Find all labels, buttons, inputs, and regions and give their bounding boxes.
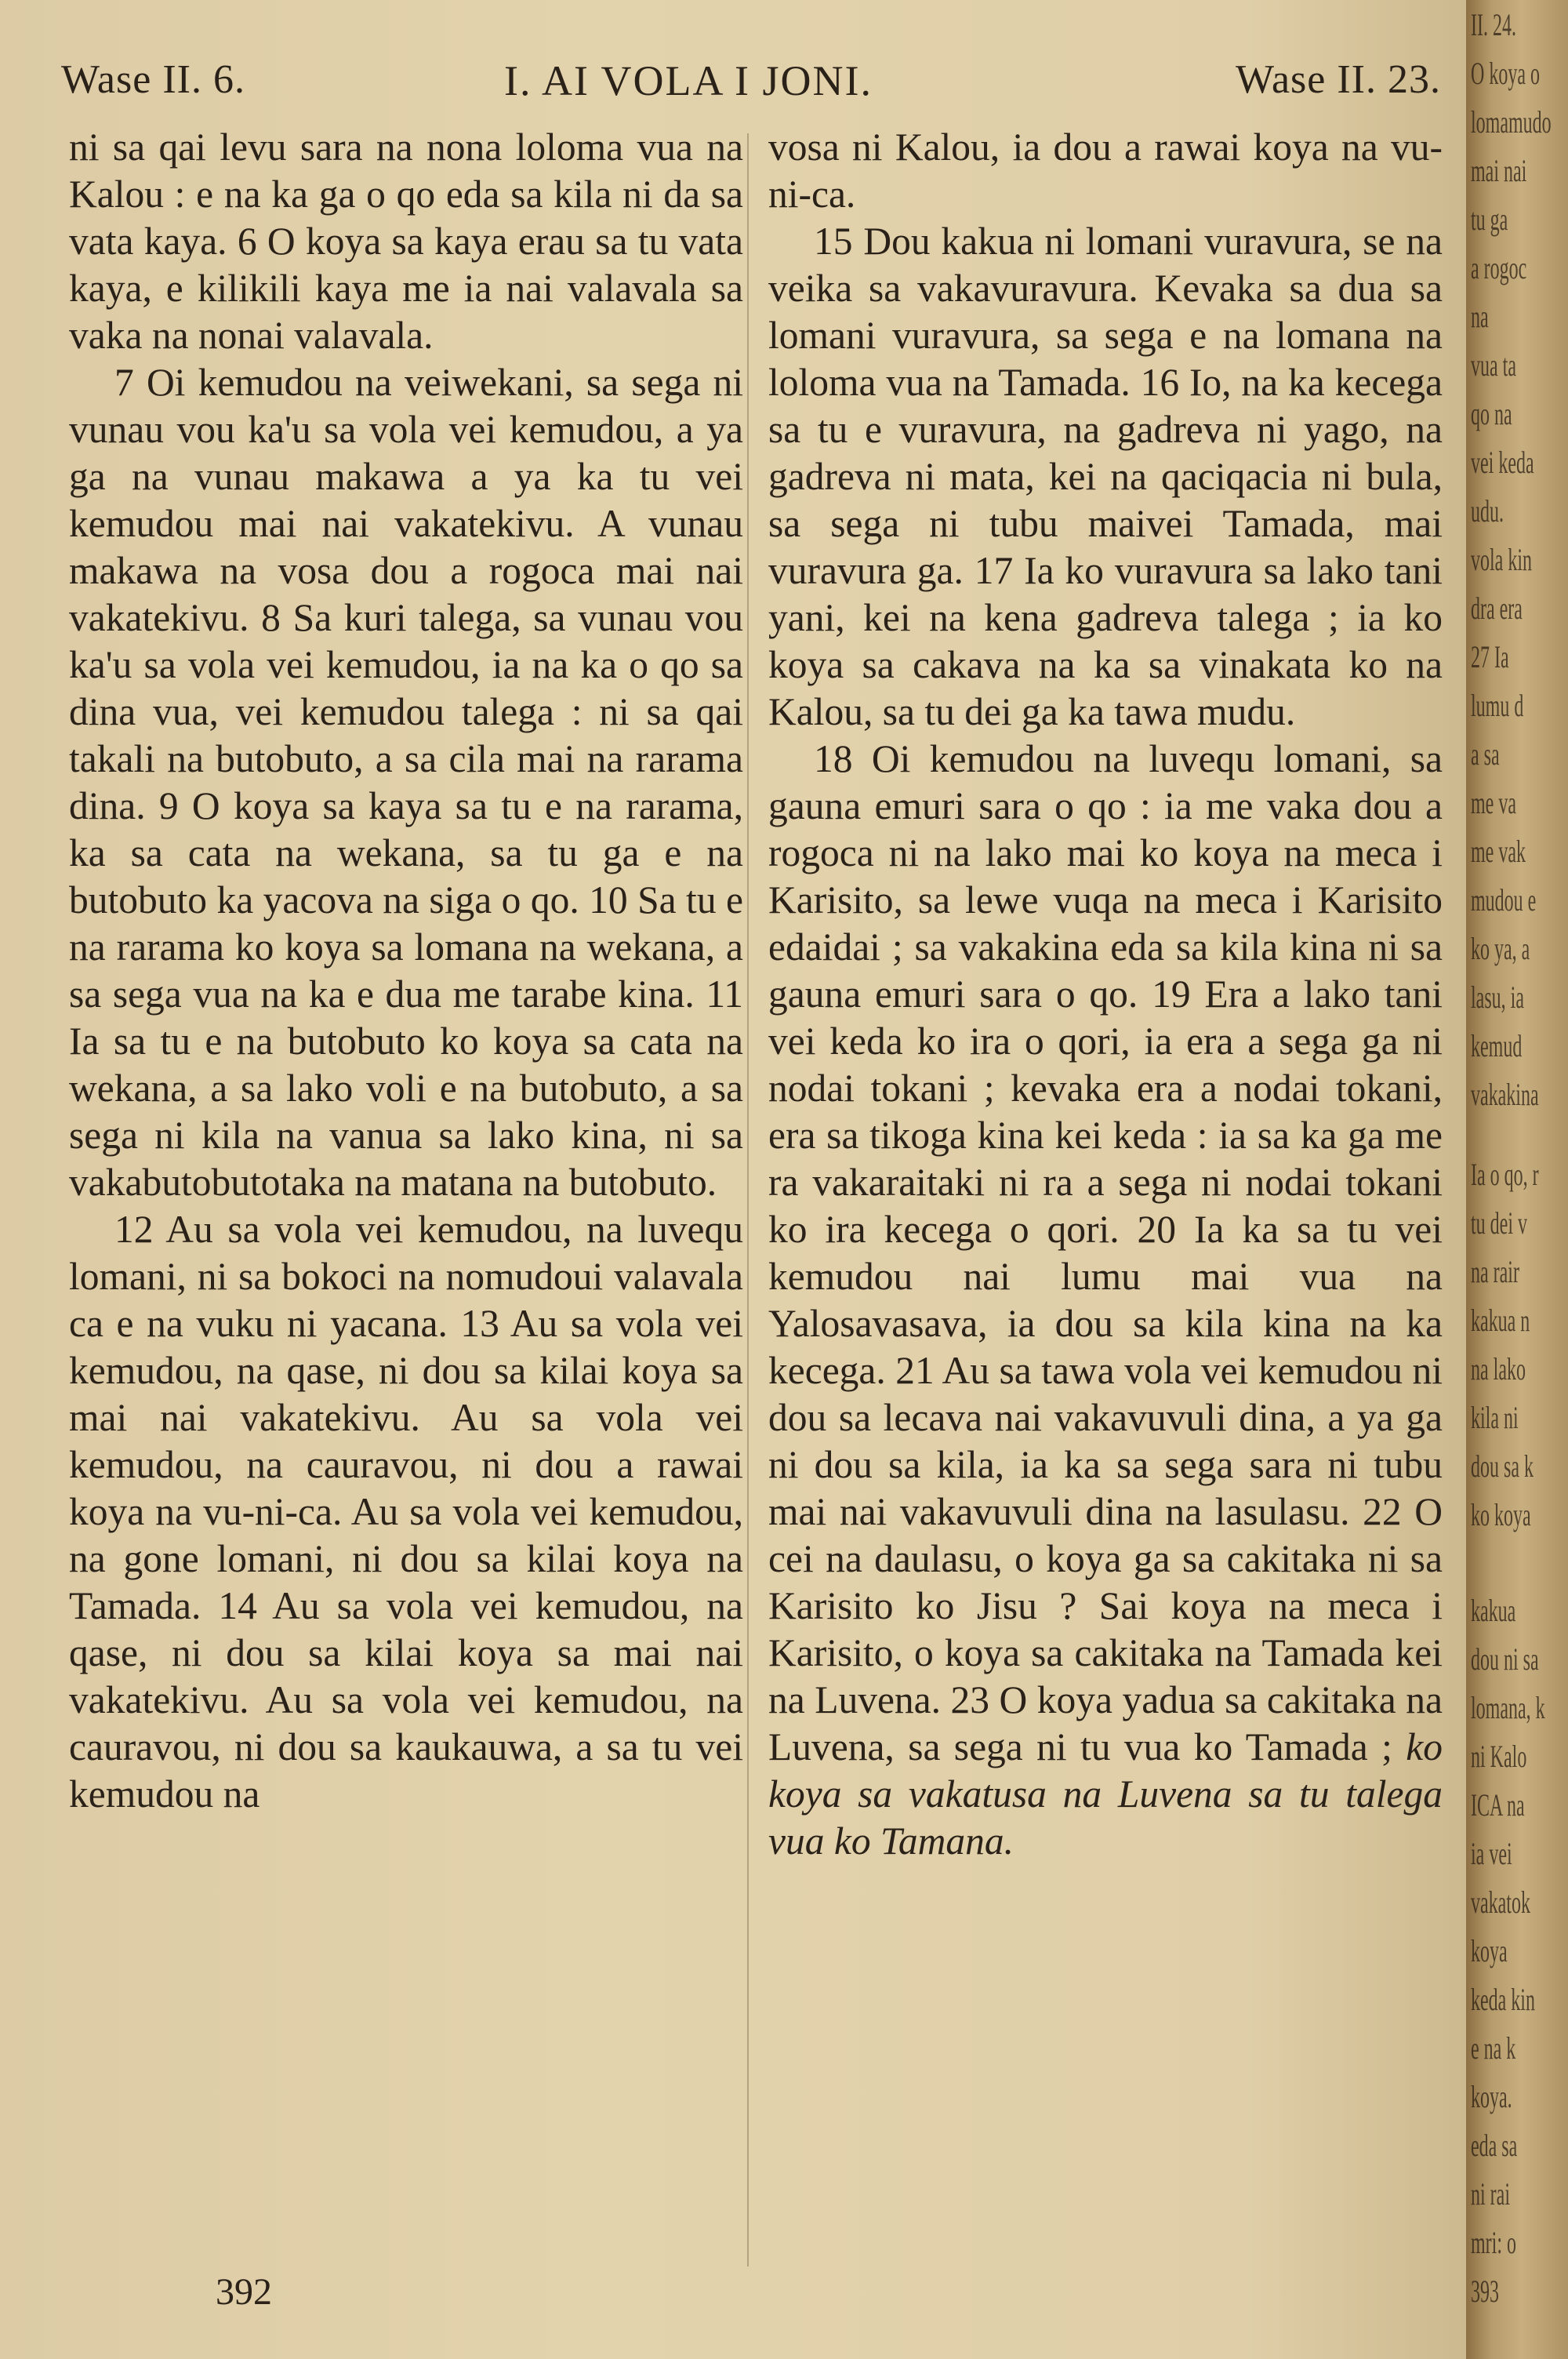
facing-page-fragment: koya.	[1471, 2079, 1512, 2114]
facing-page-fragment: vua ta	[1471, 347, 1516, 383]
paragraph: vosa ni Kalou, ia dou a rawai koya na vu-ni-ca.	[768, 125, 1443, 216]
facing-page-fragment: a rogoc	[1471, 250, 1527, 285]
running-header	[61, 56, 1441, 111]
facing-page-fragment: mai nai	[1471, 153, 1527, 188]
paragraph: 15 Dou kakua ni lomani vuravura, se na veika sa vakavuravura. Kevaka sa dua sa lomani vuravura, sa sega e na lomana na loloma vua na Tamada. 16 Io, na ka kecega sa tu e vuravura, na gadreva ni yago, na gadreva ni mata, kei na qaciqacia ni bula, sa sega ni tubu maivei Tamada, mai vuravura ga. 17 Ia ko vuravura sa lako tani yani, kei na kena gadreva talega ; ia ko koya sa cakava na ka sa vinakata ko na Kalou, sa tu dei ga ka tawa mudu.	[768, 220, 1443, 733]
facing-page-edge	[1466, 0, 1568, 2359]
facing-page-fragment: ia vei	[1471, 1836, 1512, 1871]
facing-page-fragment: tu ga	[1471, 202, 1508, 237]
facing-page-fragment: na lako	[1471, 1351, 1526, 1387]
paragraph	[768, 736, 1443, 1865]
facing-page-fragment: na rair	[1471, 1254, 1519, 1289]
facing-page-fragment: Ia o qo, r	[1471, 1157, 1539, 1192]
paragraph: 7 Oi kemudou na veiwekani, sa sega ni vunau vou ka'u sa vola vei kemudou, a ya ga na vunau makawa a ya ka tu vei kemudou mai nai vakatekivu. A vunau makawa na vosa dou a rogoca mai nai vakatekivu. 8 Sa kuri talega, sa vunau vou ka'u sa vola vei kemudou, ia na ka o qo sa dina vua, vei kemudou talega : ni sa qai takali na butobuto, a sa cila mai na rarama dina. 9 O koya sa kaya sa tu e na rarama, ka sa cata na wekana, sa tu ga e na butobuto ka yacova na siga o qo. 10 Sa tu e na rarama ko koya sa lomana na wekana, a sa sega vua na ka e dua me tarabe kina. 11 Ia sa tu e na butobuto ko koya sa cata na wekana, a sa lako voli e na butobuto, a sa sega ni kila na vanua sa lako kina, ni sa vakabutobutotaka na matana na butobuto.	[69, 361, 743, 1204]
facing-page-fragment: vola kin	[1471, 542, 1532, 577]
facing-page-fragment: ICA na	[1471, 1787, 1525, 1823]
facing-page-fragment: dou ni sa	[1471, 1641, 1539, 1677]
facing-page-fragment: dou sa k	[1471, 1448, 1534, 1484]
facing-page-fragment: dra era	[1471, 591, 1523, 626]
facing-page-fragment: kakua n	[1471, 1303, 1530, 1338]
facing-page-fragment: ko koya	[1471, 1497, 1531, 1532]
facing-page-fragment: lomana, k	[1471, 1690, 1545, 1725]
facing-page-fragment: me va	[1471, 785, 1516, 820]
paragraph: ni sa qai levu sara na nona loloma vua na Kalou : e na ka ga o qo eda sa kila ni da sa vata kaya. 6 O koya sa kaya erau sa tu vata kaya, e kilikili kaya me ia nai valavala sa vaka na nonai valavala.	[69, 125, 743, 357]
facing-page-fragment: 393	[1471, 2274, 1499, 2309]
facing-page-fragment: mudou e	[1471, 882, 1537, 918]
facing-page-fragment: ni rai	[1471, 2176, 1510, 2212]
facing-page-fragment: O koya o	[1471, 56, 1540, 91]
facing-page-fragment: e na k	[1471, 2030, 1516, 2066]
facing-page-fragment: udu.	[1471, 493, 1504, 529]
italic-text: ko koya sa vakatusa na Luvena sa tu talega vua ko Tamana.	[768, 1725, 1443, 1863]
right-text-column	[768, 124, 1443, 1865]
header-right-reference: Wase II. 23.	[1236, 57, 1441, 102]
header-book-title: I. AI VOLA I JONI.	[504, 57, 873, 104]
facing-page-fragment: mri: o	[1471, 2225, 1517, 2260]
facing-page-fragment: vakatok	[1471, 1885, 1530, 1920]
facing-page-fragment: vakakina	[1471, 1077, 1539, 1112]
page-number: 392	[216, 2271, 272, 2313]
facing-page-fragment: vei keda	[1471, 445, 1534, 480]
facing-page-fragment: keda kin	[1471, 1982, 1535, 2017]
facing-page-fragment: ko ya, a	[1471, 931, 1530, 966]
facing-page-fragment: kakua	[1471, 1593, 1516, 1628]
facing-page-fragment: koya	[1471, 1933, 1508, 1968]
left-text-column	[69, 124, 743, 1818]
paragraph: 12 Au sa vola vei kemudou, na luvequ lomani, ni sa bokoci na nomudoui valavala ca e na vuku ni yacana. 13 Au sa vola vei kemudou, na qase, ni dou sa kilai koya sa mai nai vakatekivu. Au sa vola vei kemudou, na cauravou, ni dou a rawai koya na vu-ni-ca. Au sa vola vei kemudou, na gone lomani, ni dou sa kilai koya na Tamada. 14 Au sa vola vei kemudou, na qase, ni dou sa kilai koya sa mai nai vakatekivu. Au sa vola vei kemudou, na cauravou, ni dou sa kaukauwa, a sa tu vei kemudou na	[69, 1208, 743, 1816]
facing-page-fragment: a sa	[1471, 736, 1500, 772]
facing-page-fragment: II. 24.	[1471, 7, 1516, 42]
facing-page-fragment: lumu d	[1471, 688, 1524, 723]
facing-page-fragment: qo na	[1471, 396, 1512, 431]
facing-page-fragment: lomamudo	[1471, 104, 1552, 140]
facing-page-fragment: 27 Ia	[1471, 639, 1509, 674]
facing-page-fragment: na	[1471, 299, 1489, 334]
paragraph-text: 18 Oi kemudou na luvequ lomani, sa gauna emuri sara o qo : ia me vaka dou a rogoca ni na lako mai ko koya na meca i Karisito, sa lewe vuqa na meca i Karisito edaidai ; sa vakakina eda sa kila kina ni sa gauna emuri sara o qo. 19 Era a lako tani vei keda ko ira o qori, ia era a sega ga ni nodai tokani ; kevaka era a nodai tokani, era sa tikoga kina kei keda : ia sa ka ga me ra vakaraitaki ni ra a sega ni nodai tokani ko ira kecega o qori. 20 Ia ka sa tu vei kemudou nai lumu mai vua na Yalosavasava, ia dou sa kila kina na ka kecega. 21 Au sa tawa vola vei kemudou ni dou sa lecava nai vakavuvuli dina, a ya ga ni dou sa kila, ia ka sa sega sara ni tubu mai nai vakavuvuli dina na lasulasu. 22 O cei na daulasu, o koya ga sa cakitaka ni sa Karisito ko Jisu ? Sai koya na meca i Karisito, o koya sa cakitaka na Tamada kei na Luvena. 23 O koya yadua sa cakitaka na Luvena, sa sega ni tu vua ko Tamada ;	[768, 737, 1443, 1768]
facing-page-fragment: ni Kalo	[1471, 1739, 1527, 1774]
facing-page-fragment: tu dei v	[1471, 1205, 1527, 1241]
facing-page-fragment: eda sa	[1471, 2128, 1518, 2163]
facing-page-fragment: lasu, ia	[1471, 980, 1524, 1015]
header-left-reference: Wase II. 6.	[61, 57, 245, 102]
facing-page-fragment: me vak	[1471, 834, 1526, 869]
facing-page-fragment: kemud	[1471, 1028, 1523, 1063]
facing-page-fragment: kila ni	[1471, 1400, 1519, 1435]
column-divider	[747, 133, 749, 2266]
